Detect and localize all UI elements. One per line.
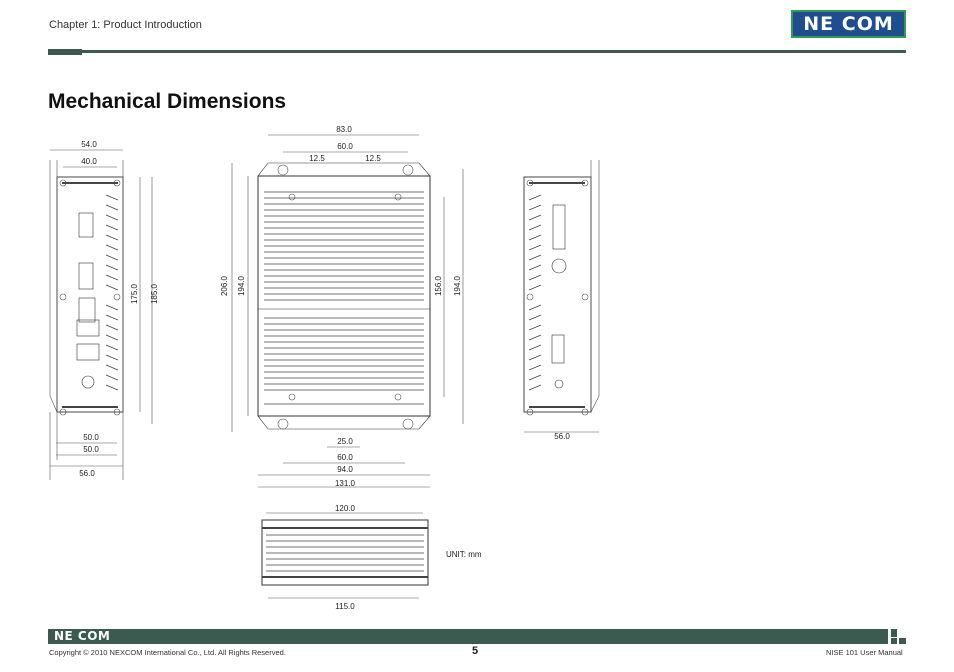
footer-square-1	[891, 629, 897, 637]
dim-center-right-outer: 194.0	[453, 275, 462, 297]
dim-center-bottom-4: 131.0	[334, 479, 356, 488]
page-title: Mechanical Dimensions	[48, 90, 287, 113]
dim-side-top: 120.0	[334, 504, 356, 513]
footer-logo: NE COM	[54, 629, 111, 643]
dim-left-bottom-2: 50.0	[83, 445, 99, 454]
dim-center-bottom-3: 94.0	[337, 465, 353, 474]
footer-square-3	[899, 638, 906, 644]
dim-left-top-outer: 54.0	[81, 140, 97, 149]
dim-center-top-outer: 83.0	[336, 125, 352, 134]
dim-center-bottom-1: 25.0	[337, 437, 353, 446]
right-view-drawing	[524, 160, 599, 432]
left-view-drawing	[50, 150, 152, 480]
dim-center-right-inner: 156.0	[434, 275, 443, 297]
dim-center-bottom-2: 60.0	[337, 453, 353, 462]
dim-center-top-right: 12.5	[365, 154, 381, 163]
footer-square-2	[891, 638, 897, 644]
unit-label: UNIT: mm	[446, 550, 482, 559]
dim-side-bottom: 115.0	[335, 602, 355, 611]
dim-left-top-inner: 40.0	[81, 157, 97, 166]
dim-center-top-inner: 60.0	[337, 142, 353, 151]
side-view-drawing	[262, 513, 428, 598]
dim-center-left-outer: 206.0	[220, 275, 229, 297]
dim-left-height-inner: 175.0	[130, 283, 139, 305]
center-view-drawing	[232, 135, 463, 487]
dim-left-height-outer: 185.0	[150, 283, 159, 305]
chapter-title: Chapter 1: Product Introduction	[49, 19, 202, 31]
dim-center-left-inner: 194.0	[237, 275, 246, 297]
dim-left-bottom-3: 56.0	[79, 469, 95, 478]
page-number: 5	[472, 645, 479, 657]
footer-bar	[48, 629, 888, 644]
dim-right-bottom: 56.0	[554, 432, 570, 441]
logo-text: NE COM	[803, 13, 894, 35]
manual-name: NISE 101 User Manual	[826, 648, 903, 657]
copyright-text: Copyright © 2010 NEXCOM International Co., Ltd. All Rights Reserved.	[49, 648, 286, 657]
dim-center-top-left: 12.5	[309, 154, 325, 163]
dim-left-bottom-1: 50.0	[83, 433, 99, 442]
